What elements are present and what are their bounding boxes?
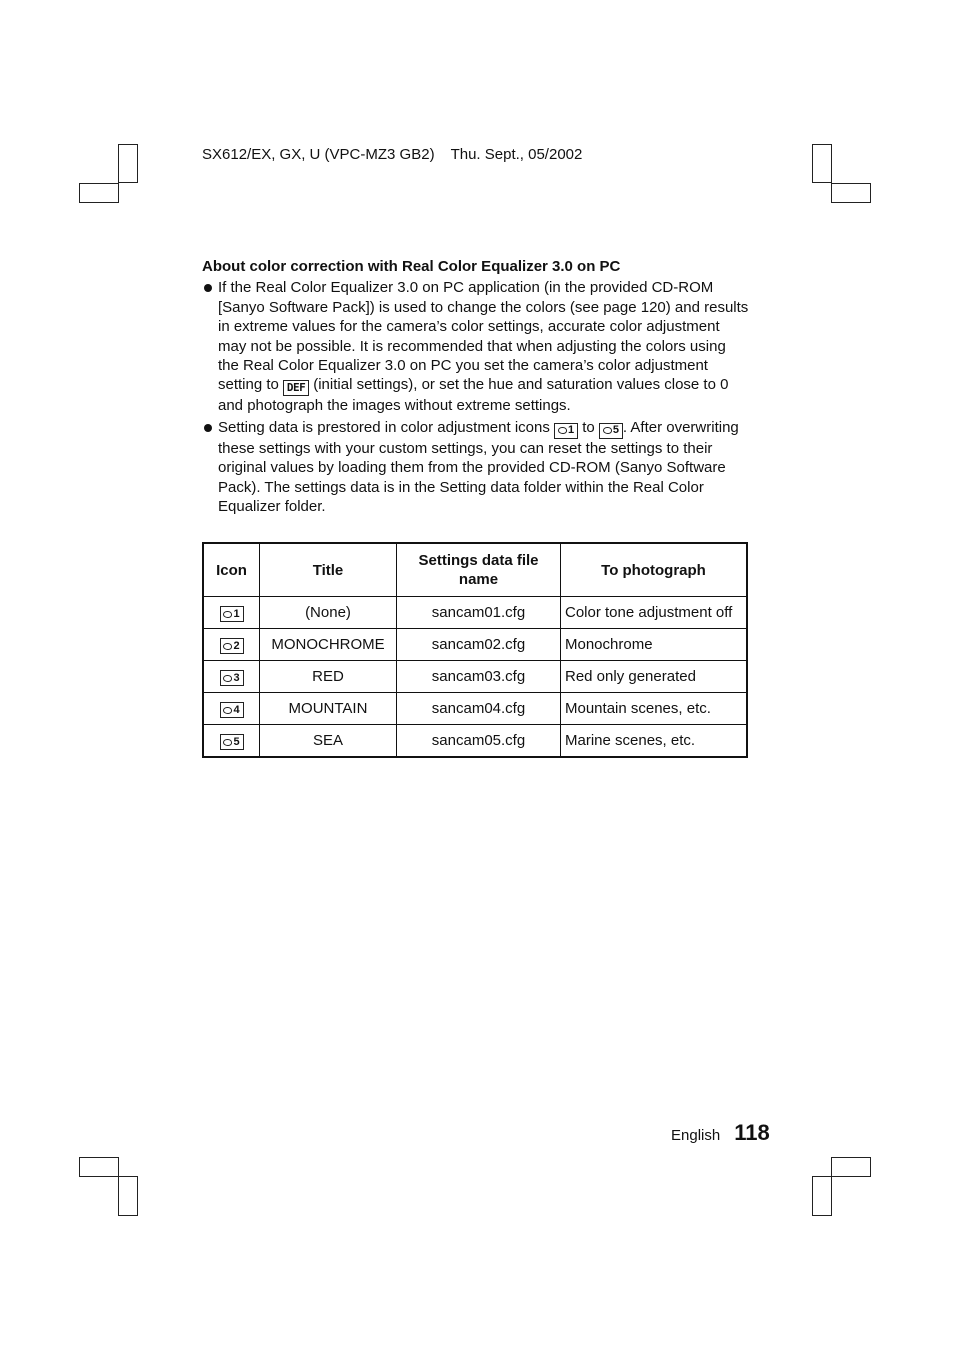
model-info: SX612/EX, GX, U (VPC-MZ3 GB2) <box>202 146 435 163</box>
row-photograph: Mountain scenes, etc. <box>561 693 748 725</box>
crop-mark-bottom-right-vertical <box>812 1176 832 1216</box>
header-to-photograph: To photograph <box>561 543 748 597</box>
row-photograph: Monochrome <box>561 629 748 661</box>
row-title: SEA <box>260 725 397 758</box>
bullet-item-recommendation <box>202 278 750 415</box>
row-title: RED <box>260 661 397 693</box>
crop-mark-top-right-horizontal <box>831 183 871 203</box>
page-footer <box>671 1120 770 1146</box>
print-date: Thu. Sept., 05/2002 <box>450 146 583 163</box>
table-row <box>203 725 747 758</box>
color-adjust-2-icon: 2 <box>220 638 244 654</box>
crop-mark-bottom-right-horizontal <box>831 1157 871 1177</box>
color-adjust-1-icon: 1 <box>220 606 244 622</box>
row-photograph: Marine scenes, etc. <box>561 725 748 758</box>
row-file: sancam01.cfg <box>397 597 561 629</box>
color-adjust-1-icon: 1 <box>554 423 578 439</box>
color-adjust-5-icon: 5 <box>599 423 623 439</box>
bullet1-text-part1: If the Real Color Equalizer 3.0 on PC application (in the provided CD-ROM [Sanyo Software Pack]) is used to change the colors (see page 120) and results in extreme values for the camera’s color settings, accurate color adjustment may not be possible. It is recommended that when adjusting the colors using the Real Color Equalizer 3.0 on PC you set the camera’s color adjustment setting to <box>218 279 749 394</box>
row-file: sancam02.cfg <box>397 629 561 661</box>
table-row <box>203 629 747 661</box>
row-file: sancam05.cfg <box>397 725 561 758</box>
page-number: 118 <box>734 1120 770 1145</box>
color-adjust-5-icon: 5 <box>220 734 244 750</box>
section-heading: About color correction with Real Color Equalizer 3.0 on PC <box>202 258 621 275</box>
print-header <box>202 146 582 163</box>
settings-data-table <box>202 542 748 758</box>
crop-mark-top-left-horizontal <box>79 183 119 203</box>
to-word: to <box>582 419 595 437</box>
bullet-dot-icon <box>204 424 212 432</box>
def-icon-label: DEF <box>286 381 306 395</box>
crop-mark-top-left-vertical <box>118 144 138 183</box>
row-photograph: Color tone adjustment off <box>561 597 748 629</box>
color-correction-section <box>202 257 750 519</box>
row-title: MOUNTAIN <box>260 693 397 725</box>
crop-mark-bottom-left-horizontal <box>79 1157 119 1177</box>
footer-language: English <box>671 1127 721 1144</box>
table-header-row <box>203 543 747 597</box>
bullet2-text-part2: . After overwriting these settings with your custom settings, you can reset the settings to their original values by loading them from the provided CD-ROM (Sanyo Software Pack). The settings data is in the Setting data folder within the Real Color Equalizer folder. <box>218 419 739 516</box>
header-title: Title <box>260 543 397 597</box>
table-row <box>203 661 747 693</box>
color-adjust-4-icon: 4 <box>220 702 244 718</box>
bullet2-text-part1: Setting data is prestored in color adjustment icons <box>218 419 550 437</box>
bullet-item-prestored-data <box>202 418 750 516</box>
row-title: MONOCHROME <box>260 629 397 661</box>
header-icon: Icon <box>203 543 260 597</box>
row-photograph: Red only generated <box>561 661 748 693</box>
row-file: sancam03.cfg <box>397 661 561 693</box>
table-row <box>203 693 747 725</box>
crop-mark-bottom-left-vertical <box>118 1176 138 1216</box>
def-setting-icon <box>283 380 309 396</box>
bullet1-text-part2: (initial settings), or set the hue and saturation values close to 0 and photograph the images without extreme settings. <box>218 376 729 414</box>
bullet-dot-icon <box>204 284 212 292</box>
row-title: (None) <box>260 597 397 629</box>
crop-mark-top-right-vertical <box>812 144 832 183</box>
header-settings-file: Settings data file name <box>397 543 561 597</box>
color-adjust-3-icon: 3 <box>220 670 244 686</box>
row-file: sancam04.cfg <box>397 693 561 725</box>
table-row <box>203 597 747 629</box>
